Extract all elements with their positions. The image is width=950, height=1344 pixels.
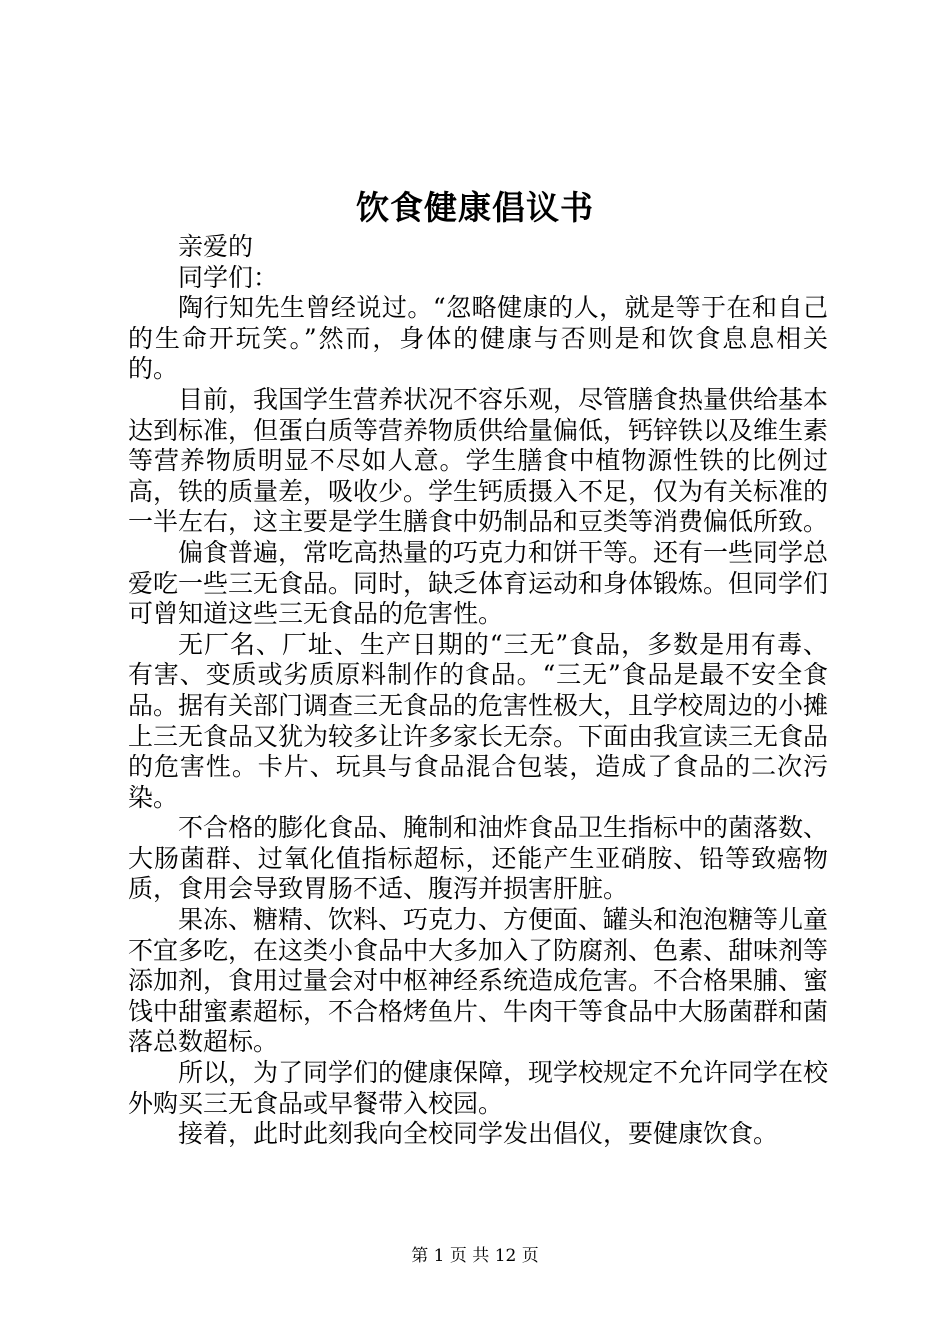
paragraph-intro: 陶行知先生曾经说过。“忽略健康的人，就是等于在和自己的生命开玩笑。”然而，身体的健康与否则是和饮食息息相关的。 [128,293,828,384]
page-number: 第 1 页 共 12 页 [411,1246,539,1266]
paragraph-three-no-food: 无厂名、厂址、生产日期的“三无”食品，多数是用有毒、有害、变质或劣质原料制作的食品。“三无”食品是最不安全食品。据有关部门调查三无食品的危害性极大，且学校周边的小摊上三无食品又犹为较多让许多家长无奈。下面由我宣读三无食品的危害性。卡片、玩具与食品混合包装，造成了食品的二次污染。 [128,629,829,812]
paragraph-picky-eating: 偏食普遍，常吃高热量的巧克力和饼干等。还有一些同学总爱吃一些三无食品。同时，缺乏体育运动和身体锻炼。但同学们可曾知道这些三无食品的危害性。 [128,537,829,629]
document-body [128,232,828,1150]
salutation-line-2: 同学们： [178,262,279,292]
document-title: 饮食健康倡议书 [356,188,594,227]
salutation-line-1: 亲爱的 [178,232,254,261]
paragraph-school-rule: 所以，为了同学们的健康保障，现学校规定不允许同学在校外购买三无食品或早餐带入校园。 [128,1058,829,1118]
paragraph-nutrition: 目前，我国学生营养状况不容乐观，尽管膳食热量供给基本达到标准，但蛋白质等营养物质供给量偏低，钙锌铁以及维生素等营养物质明显不尽如人意。学生膳食中植物源性铁的比例过高，铁的质量差，吸收少。学生钙质摄入不足，仅为有关标准的一半左右，这主要是学生膳食中奶制品和豆类等消费偏低所致。 [128,384,829,537]
paragraph-snacks: 果冻、糖精、饮料、巧克力、方便面、罐头和泡泡糖等儿童不宜多吃，在这类小食品中大多加入了防腐剂、色素、甜味剂等添加剂，食用过量会对中枢神经系统造成危害。不合格果脯、蜜饯中甜蜜素超标，不合格烤鱼片、牛肉干等食品中大肠菌群和菌落总数超标。 [128,905,829,1057]
paragraph-proposal: 接着，此时此刻我向全校同学发出倡仪，要健康饮食。 [178,1119,779,1149]
paragraph-puffed-food: 不合格的膨化食品、腌制和油炸食品卫生指标中的菌落数、大肠菌群、过氧化值指标超标，还能产生亚硝胺、铅等致癌物质，食用会导致胃肠不适、腹泻并损害肝脏。 [128,813,829,904]
